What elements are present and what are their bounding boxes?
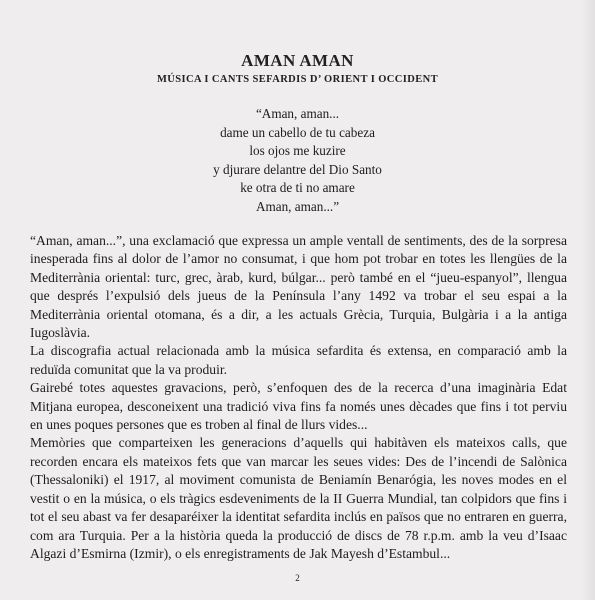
paragraph-recordings: Gairebé totes aquestes gravacions, però, s’enfoquen des de la recerca d’una imaginària Edat Mitjana europea, desconeixent una tradició viva fins fa només unes dècades que fins i tot perviu en unes poques persones que es troben al final de llurs vides... (30, 380, 567, 433)
poem-line: ke otra de ti no amare (240, 180, 355, 196)
page-edge-shadow (581, 0, 595, 600)
paragraph-memories: Memòries que comparteixen les generacions d’aquells qui habitàven els mateixos calls, que recorden encara els mateixos fets que van marcar les seues vides: Des de l’incendi de Salònica (Thessaloniki) el 1917, al moviment comunista de Beniamín Benarógia, les noves modes en el vestit o en la música, o els tràgics esdeveniments de la II Guerra Mundial, tan colpidors que fins i tot el seu abast va fer desaparéixer la identitat sefardita inclús en països que no entraren en guerra, com ara Turquia. Per a la història queda la producció de discs de 78 r.p.m. amb la veu d’Isaac Algazi d’Esmirna (Izmir), o els enregistraments de Jak Mayesh d’Estambul... (30, 435, 567, 561)
poem-line: y djurare delantre del Dio Santo (213, 161, 382, 177)
paragraph-discography: La discografia actual relacionada amb la música sefardita és extensa, en comparació amb la reduïda comunitat que la va produir. (30, 343, 567, 377)
poem-line: Aman, aman...” (255, 198, 340, 214)
body-text (30, 232, 567, 563)
document-subtitle: MÚSICA I CANTS SEFARDIS D’ ORIENT I OCCIDENT (156, 74, 439, 85)
page-number: 2 (295, 573, 300, 583)
poem-line: “Aman, aman... (255, 106, 340, 121)
poem-line: los ojos me kuzire (249, 143, 346, 159)
poem-stanza (0, 105, 595, 217)
document-title: AMAN AMAN (241, 51, 354, 70)
paragraph-intro: “Aman, aman...”, una exclamació que expressa un ample ventall de sentiments, des de la sorpresa inesperada fins al dolor de l’amor no consumat, i que hom pot trobar en totes les llengües de la Mediterrània oriental: turc, grec, àrab, kurd, búlgar... però també en el “jueu-espanyol”, llengua que després l’expulsió dels jueus de la Península l’any 1492 va trobar el seu espai a la Mediterrània oriental otomana, és a dir, a les actuals Grècia, Turquia, Bulgària i a la antiga Iugoslàvia. (30, 233, 567, 341)
poem-line: dame un cabello de tu cabeza (220, 124, 375, 140)
